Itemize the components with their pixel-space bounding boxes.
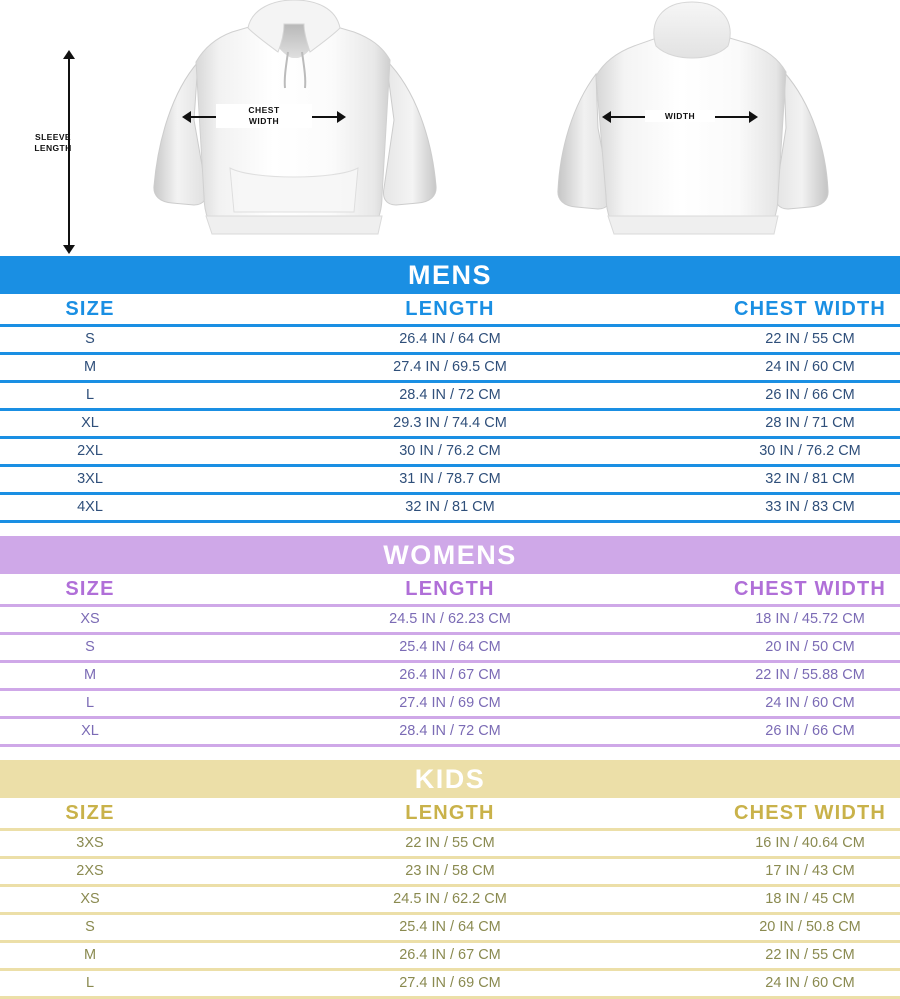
womens-column-divider-1 — [180, 574, 360, 604]
womens-cell-length: 26.4 IN / 67 CM — [360, 663, 540, 688]
kids-header-length: LENGTH — [360, 798, 540, 828]
womens-header-size: SIZE — [0, 574, 180, 604]
kids-size-table — [0, 760, 900, 999]
cell-divider — [540, 915, 720, 940]
table-row — [0, 971, 900, 996]
mens-cell-size: 2XL — [0, 439, 180, 464]
mens-cell-size: S — [0, 327, 180, 352]
mens-header-length: LENGTH — [360, 294, 540, 324]
womens-cell-length: 24.5 IN / 62.23 CM — [360, 607, 540, 632]
kids-cell-length: 26.4 IN / 67 CM — [360, 943, 540, 968]
cell-divider — [180, 915, 360, 940]
mens-cell-length: 26.4 IN / 64 CM — [360, 327, 540, 352]
table-row — [0, 383, 900, 408]
table-row — [0, 495, 900, 520]
kids-cell-size: L — [0, 971, 180, 996]
kids-column-divider-1 — [180, 798, 360, 828]
table-row — [0, 607, 900, 632]
kids-cell-length: 25.4 IN / 64 CM — [360, 915, 540, 940]
chest-width-label — [216, 104, 312, 128]
mens-cell-size: XL — [0, 411, 180, 436]
cell-divider — [540, 831, 720, 856]
cell-divider — [540, 355, 720, 380]
table-row — [0, 915, 900, 940]
cell-divider — [540, 607, 720, 632]
kids-cell-chest: 20 IN / 50.8 CM — [720, 915, 900, 940]
cell-divider — [180, 691, 360, 716]
mens-column-divider-1 — [180, 294, 360, 324]
cell-divider — [180, 355, 360, 380]
cell-divider — [540, 383, 720, 408]
cell-divider — [540, 691, 720, 716]
cell-divider — [180, 327, 360, 352]
womens-cell-length: 27.4 IN / 69 CM — [360, 691, 540, 716]
cell-divider — [180, 495, 360, 520]
kids-cell-length: 24.5 IN / 62.2 CM — [360, 887, 540, 912]
kids-header-size: SIZE — [0, 798, 180, 828]
mens-cell-chest: 26 IN / 66 CM — [720, 383, 900, 408]
sleeve-length-label-line1: SLEEVE — [35, 132, 71, 142]
cell-divider — [540, 467, 720, 492]
mens-title-row — [0, 256, 900, 294]
kids-cell-length: 27.4 IN / 69 CM — [360, 971, 540, 996]
womens-size-table — [0, 536, 900, 747]
womens-title-row — [0, 536, 900, 574]
kids-cell-chest: 22 IN / 55 CM — [720, 943, 900, 968]
womens-cell-chest: 24 IN / 60 CM — [720, 691, 900, 716]
cell-divider — [180, 607, 360, 632]
kids-cell-size: 3XS — [0, 831, 180, 856]
cell-divider — [180, 719, 360, 744]
table-row — [0, 355, 900, 380]
kids-cell-size: M — [0, 943, 180, 968]
womens-column-divider-2 — [540, 574, 720, 604]
cell-divider — [180, 859, 360, 884]
cell-divider — [540, 859, 720, 884]
womens-cell-size: M — [0, 663, 180, 688]
table-row — [0, 663, 900, 688]
cell-divider — [180, 411, 360, 436]
chest-width-label-line1: CHEST — [248, 105, 280, 115]
mens-cell-length: 27.4 IN / 69.5 CM — [360, 355, 540, 380]
kids-title: KIDS — [0, 760, 900, 798]
mens-cell-length: 30 IN / 76.2 CM — [360, 439, 540, 464]
back-width-label: WIDTH — [645, 110, 715, 122]
mens-header-chest: CHEST WIDTH — [720, 294, 900, 324]
mens-header-row — [0, 294, 900, 324]
mens-size-table — [0, 256, 900, 523]
chest-width-label-line2: WIDTH — [248, 116, 280, 126]
kids-column-divider-2 — [540, 798, 720, 828]
mens-title: MENS — [0, 256, 900, 294]
mens-cell-length: 31 IN / 78.7 CM — [360, 467, 540, 492]
womens-header-chest: CHEST WIDTH — [720, 574, 900, 604]
mens-cell-size: M — [0, 355, 180, 380]
mens-cell-chest: 30 IN / 76.2 CM — [720, 439, 900, 464]
table-row — [0, 943, 900, 968]
kids-cell-chest: 16 IN / 40.64 CM — [720, 831, 900, 856]
mens-cell-size: 4XL — [0, 495, 180, 520]
kids-cell-chest: 24 IN / 60 CM — [720, 971, 900, 996]
womens-cell-size: S — [0, 635, 180, 660]
womens-title: WOMENS — [0, 536, 900, 574]
mens-cell-size: 3XL — [0, 467, 180, 492]
hoodie-illustration — [0, 0, 900, 256]
kids-cell-size: S — [0, 915, 180, 940]
womens-cell-chest: 22 IN / 55.88 CM — [720, 663, 900, 688]
kids-header-chest: CHEST WIDTH — [720, 798, 900, 828]
table-row — [0, 831, 900, 856]
section-gap — [0, 747, 900, 760]
table-row — [0, 439, 900, 464]
mens-cell-size: L — [0, 383, 180, 408]
kids-cell-chest: 17 IN / 43 CM — [720, 859, 900, 884]
cell-divider — [180, 635, 360, 660]
cell-divider — [180, 467, 360, 492]
cell-divider — [180, 439, 360, 464]
cell-divider — [540, 635, 720, 660]
mens-cell-length: 28.4 IN / 72 CM — [360, 383, 540, 408]
kids-cell-length: 23 IN / 58 CM — [360, 859, 540, 884]
cell-divider — [540, 327, 720, 352]
cell-divider — [540, 411, 720, 436]
mens-cell-chest: 24 IN / 60 CM — [720, 355, 900, 380]
cell-divider — [180, 943, 360, 968]
cell-divider — [540, 719, 720, 744]
table-row — [0, 859, 900, 884]
table-row — [0, 719, 900, 744]
cell-divider — [540, 943, 720, 968]
cell-divider — [540, 971, 720, 996]
mens-cell-length: 32 IN / 81 CM — [360, 495, 540, 520]
sleeve-length-label-line2: LENGTH — [34, 143, 72, 153]
section-gap — [0, 523, 900, 536]
table-row — [0, 635, 900, 660]
cell-divider — [180, 383, 360, 408]
kids-title-row — [0, 760, 900, 798]
mens-cell-chest: 22 IN / 55 CM — [720, 327, 900, 352]
womens-cell-length: 25.4 IN / 64 CM — [360, 635, 540, 660]
kids-cell-size: 2XS — [0, 859, 180, 884]
cell-divider — [540, 439, 720, 464]
womens-cell-chest: 20 IN / 50 CM — [720, 635, 900, 660]
table-row — [0, 691, 900, 716]
cell-divider — [180, 831, 360, 856]
womens-cell-chest: 26 IN / 66 CM — [720, 719, 900, 744]
kids-cell-size: XS — [0, 887, 180, 912]
mens-cell-chest: 33 IN / 83 CM — [720, 495, 900, 520]
table-row — [0, 467, 900, 492]
womens-cell-size: L — [0, 691, 180, 716]
mens-column-divider-2 — [540, 294, 720, 324]
mens-cell-chest: 32 IN / 81 CM — [720, 467, 900, 492]
womens-cell-length: 28.4 IN / 72 CM — [360, 719, 540, 744]
womens-header-length: LENGTH — [360, 574, 540, 604]
kids-cell-chest: 18 IN / 45 CM — [720, 887, 900, 912]
womens-cell-chest: 18 IN / 45.72 CM — [720, 607, 900, 632]
table-row — [0, 411, 900, 436]
cell-divider — [180, 971, 360, 996]
womens-cell-size: XS — [0, 607, 180, 632]
mens-header-size: SIZE — [0, 294, 180, 324]
sleeve-length-label — [22, 132, 84, 154]
cell-divider — [540, 663, 720, 688]
cell-divider — [180, 663, 360, 688]
womens-cell-size: XL — [0, 719, 180, 744]
womens-header-row — [0, 574, 900, 604]
kids-cell-length: 22 IN / 55 CM — [360, 831, 540, 856]
cell-divider — [540, 495, 720, 520]
hoodie-back-icon — [530, 0, 870, 250]
kids-header-row — [0, 798, 900, 828]
table-row — [0, 327, 900, 352]
mens-cell-chest: 28 IN / 71 CM — [720, 411, 900, 436]
mens-cell-length: 29.3 IN / 74.4 CM — [360, 411, 540, 436]
